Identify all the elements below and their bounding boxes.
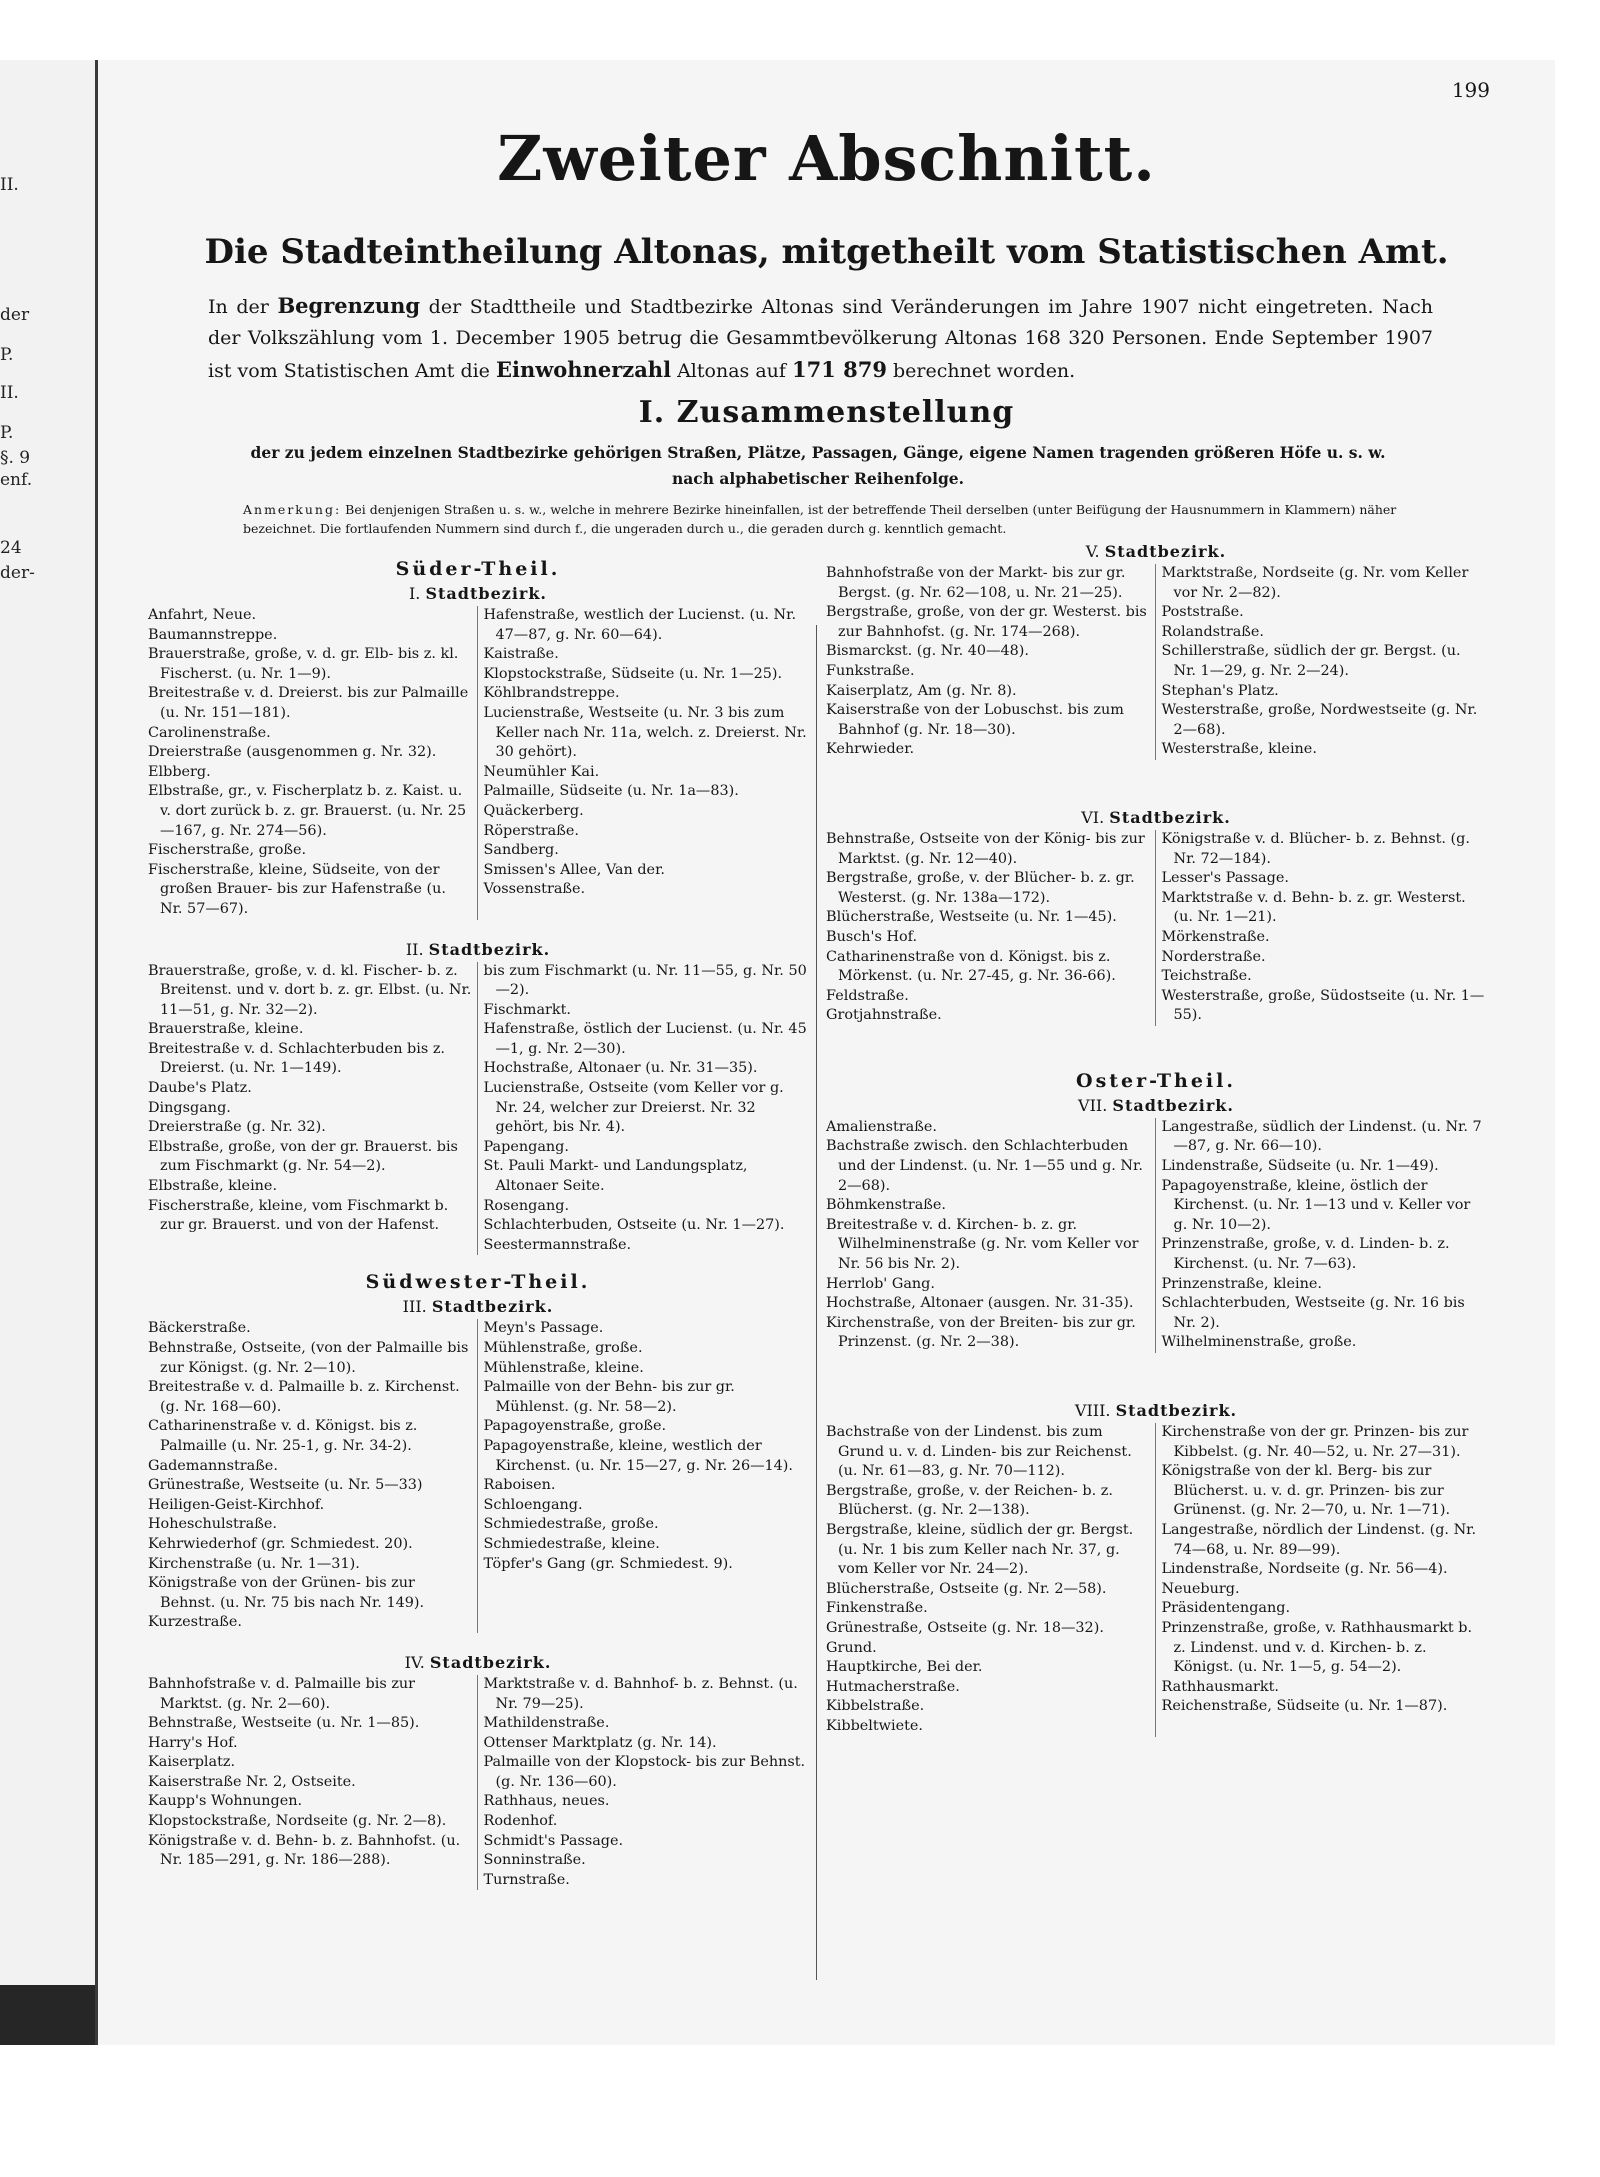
street-entry: Klopstockstraße, Südseite (u. Nr. 1—25). (483, 665, 783, 682)
district-word: Stadtbezirk. (1104, 542, 1227, 561)
district-heading (148, 940, 808, 959)
district-8 (826, 1401, 1486, 1737)
facing-page-margin (0, 60, 95, 2045)
street-entry: Westerstraße, kleine. (1161, 741, 1317, 758)
section-subtitle-line: der zu jedem einzelnen Stadtbezirke gehörigen Straßen, Plätze, Passagen, Gänge, eigene Namen tragenden größeren Höfe u. s. w. (250, 443, 1386, 462)
district-number: III. (402, 1297, 427, 1317)
street-entry: Lucienstraße, Westseite (u. Nr. 3 bis zum Keller nach Nr. 11a, welch. z. Dreierst. Nr. 30 gehört). (483, 704, 807, 761)
margin-fragment: §. 9 (0, 448, 31, 468)
street-entry: Klopstockstraße, Nordseite (g. Nr. 2—8). (148, 1813, 447, 1830)
note-text: Bei denjenigen Straßen u. s. w., welche in mehrere Bezirke hineinfallen, ist der betreffende Theil derselben (unter Beifügung der Hausnummern in Klammern) näher bezeichnet. Die fortlaufenden Nummern sind durch f., die ungeraden durch u., die geraden durch g. kenntlich gemacht. (243, 502, 1397, 536)
street-entry: Fischerstraße, kleine, Südseite, von der großen Brauer- bis zur Hafenstraße (u. Nr. 57—67). (148, 861, 446, 917)
street-entry: Kaupp's Wohnungen. (148, 1793, 303, 1810)
street-entry: Prinzenstraße, große, v. Rathhausmarkt b. z. Lindenst. und v. d. Kirchen- b. z. Königst. (u. Nr. 1—5, g. 54—2). (1161, 1619, 1473, 1676)
street-entry: Kehrwiederhof (gr. Schmiedest. 20). (148, 1535, 413, 1552)
margin-fragment: der- (0, 563, 35, 583)
document-page (95, 60, 1555, 2045)
district-5 (826, 542, 1486, 760)
street-entry: Kibbelstraße. (826, 1698, 925, 1715)
street-entry: Lindenstraße, Südseite (u. Nr. 1—49). (1161, 1158, 1439, 1175)
street-entry: Smissen's Allee, Van der. (483, 861, 665, 878)
street-entry: Schmidt's Passage. (483, 1832, 624, 1849)
street-entry: Grund. (826, 1639, 877, 1656)
entry-column-b (477, 962, 809, 1256)
street-entry: Fischerstraße, kleine, vom Fischmarkt b. zur gr. Brauerst. und von der Hafenst. (148, 1197, 449, 1234)
district-columns (826, 564, 1486, 760)
street-entry: Finkenstraße. (826, 1600, 928, 1617)
street-entry: Kurzestraße. (148, 1614, 243, 1631)
margin-fragment: 24 (0, 538, 22, 558)
street-entry: Rosengang. (483, 1197, 570, 1214)
street-entry: Königstraße v. d. Behn- b. z. Bahnhofst. (u. Nr. 185—291, g. Nr. 186—288). (148, 1832, 461, 1869)
street-entry: Schillerstraße, südlich der gr. Bergst. (u. Nr. 1—29, g. Nr. 2—24). (1161, 643, 1461, 679)
district-columns (826, 1423, 1486, 1737)
street-entry: Wilhelminenstraße, große. (1161, 1334, 1357, 1351)
district-number: VIII. (1074, 1401, 1111, 1420)
street-entry: Breitestraße v. d. Kirchen- b. z. gr. Wilhelminenstraße (g. Nr. vom Keller vor Nr. 56 bis Nr. 2). (826, 1216, 1139, 1273)
street-entry: Böhmkenstraße. (826, 1197, 946, 1214)
street-entry: Kaistraße. (483, 646, 559, 663)
street-entry: Bachstraße zwisch. den Schlachterbuden und der Lindenst. (u. Nr. 1—55 und g. Nr. 2—68). (826, 1138, 1143, 1194)
street-entry: Hochstraße, Altonaer (u. Nr. 31—35). (483, 1060, 758, 1077)
right-column (826, 538, 1486, 1737)
street-entry: Sandberg. (483, 842, 559, 859)
district-number: VII. (1078, 1095, 1108, 1115)
district-columns (826, 830, 1486, 1026)
street-entry: Elbberg. (148, 763, 211, 780)
street-entry: Grünestraße, Westseite (u. Nr. 5—33) (148, 1477, 423, 1494)
street-entry: Hauptkirche, Bei der. (826, 1659, 983, 1676)
street-entry: Brauerstraße, kleine. (148, 1021, 304, 1038)
street-entry: Hafenstraße, östlich der Lucienst. (u. Nr. 45—1, g. Nr. 2—30). (483, 1021, 807, 1057)
district-word: Stadtbezirk. (431, 1297, 554, 1317)
district-columns (148, 1675, 808, 1891)
street-entry: Behnstraße, Ostseite, (von der Palmaille bis zur Königst. (g. Nr. 2—10). (148, 1340, 469, 1376)
street-entry: Schmiedestraße, große. (483, 1516, 659, 1533)
street-entry: Fischmarkt. (483, 1001, 571, 1018)
street-entry: Grünestraße, Ostseite (g. Nr. 18—32). (826, 1619, 1104, 1636)
district-number: VI. (1081, 807, 1105, 827)
street-entry: Poststraße. (1161, 604, 1244, 621)
street-entry: Palmaille von der Klopstock- bis zur Behnst. (g. Nr. 136—60). (483, 1754, 806, 1790)
street-entry: Elbstraße, gr., v. Fischerplatz b. z. Kaist. u. v. dort zurück b. z. gr. Brauerst. (u. Nr. 25—167, g. Nr. 274—56). (148, 783, 467, 839)
street-entry: Blücherstraße, Ostseite (g. Nr. 2—58). (826, 1580, 1107, 1597)
street-entry: Bahnhofstraße von der Markt- bis zur gr. Bergst. (g. Nr. 62—108, u. Nr. 21—25). (826, 565, 1126, 601)
street-entry: Kehrwieder. (826, 741, 915, 758)
street-entry: Teichstraße. (1161, 968, 1252, 985)
street-entry: Prinzenstraße, große, v. d. Linden- b. z. Kirchenst. (u. Nr. 7—63). (1161, 1236, 1450, 1273)
street-entry: Quäckerberg. (483, 802, 584, 819)
entry-column-b (477, 1675, 809, 1891)
district-4 (148, 1653, 808, 1891)
street-entry: Langestraße, nördlich der Lindenst. (g. Nr. 74—68, u. Nr. 89—99). (1161, 1521, 1477, 1558)
entry-column-a (826, 564, 1155, 760)
street-entry: Turnstraße. (483, 1871, 570, 1888)
street-entry: Mühlenstraße, große. (483, 1340, 643, 1356)
street-entry: Breitestraße v. d. Schlachterbuden bis z. Dreierst. (u. Nr. 1—149). (148, 1040, 445, 1077)
street-entry: Prinzenstraße, kleine. (1161, 1275, 1323, 1292)
street-entry: Raboisen. (483, 1477, 556, 1494)
entry-column-a (148, 1675, 477, 1891)
street-entry: Bergstraße, große, v. der Reichen- b. z. Blücherst. (g. Nr. 2—138). (826, 1482, 1113, 1519)
entry-column-a (826, 830, 1155, 1026)
street-entry: Marktstraße v. d. Bahnhof- b. z. Behnst. (u. Nr. 79—25). (483, 1675, 798, 1712)
street-entry: Kaiserstraße Nr. 2, Ostseite. (148, 1773, 356, 1790)
entry-column-b (477, 1319, 809, 1633)
note (243, 500, 1443, 538)
district-heading (826, 1401, 1486, 1420)
street-entry: Präsidentengang. (1161, 1600, 1291, 1617)
district-word: Stadtbezirk. (429, 1652, 552, 1672)
street-entry: Meyn's Passage. (483, 1320, 604, 1337)
street-entry: Funkstraße. (826, 662, 915, 679)
district-columns (148, 962, 808, 1256)
street-entry: Marktstraße, Nordseite (g. Nr. vom Keller vor Nr. 2—82). (1161, 565, 1469, 601)
left-column (148, 558, 808, 1890)
district-columns (148, 1319, 808, 1633)
entry-column-b (1155, 1423, 1487, 1737)
street-entry: Blücherstraße, Westseite (u. Nr. 1—45). (826, 909, 1117, 926)
street-entry: Vossenstraße. (483, 881, 586, 898)
note-label: Anmerkung: (243, 502, 342, 517)
street-entry: Brauerstraße, große, v. d. kl. Fischer- b. z. Breitenst. und v. dort b. z. gr. Elbst. (u. Nr. 11—51, g. Nr. 32—2). (148, 962, 472, 1018)
street-entry: Mörkenstraße. (1161, 928, 1270, 945)
street-entry: Breitestraße v. d. Dreierst. bis zur Palmaille (u. Nr. 151—181). (148, 685, 469, 721)
street-entry: Königstraße von der Grünen- bis zur Behnst. (u. Nr. 75 bis nach Nr. 149). (148, 1575, 425, 1611)
district-word: Stadtbezirk. (428, 939, 551, 959)
district-heading (148, 1297, 808, 1316)
street-entry: Köhlbrandstreppe. (483, 685, 620, 702)
street-entry: Gademannstraße. (148, 1457, 278, 1474)
street-entry: Amalienstraße. (826, 1118, 937, 1135)
margin-fragment: II. (0, 383, 19, 403)
column-divider (816, 625, 817, 1980)
district-heading (826, 542, 1486, 561)
district-number: II. (405, 939, 424, 959)
district-number: IV. (404, 1652, 425, 1672)
street-entry: Kirchenstraße von der gr. Prinzen- bis zur Kibbelst. (g. Nr. 40—52, u. Nr. 27—31). (1161, 1424, 1469, 1460)
entry-column-b (1155, 830, 1487, 1026)
street-entry: Hoheschulstraße. (148, 1516, 277, 1533)
margin-fragment: der (0, 305, 30, 325)
section-title: I. Zusammenstellung (638, 395, 1015, 430)
intro-text: In der (208, 296, 278, 318)
street-entry: Bäckerstraße. (148, 1320, 251, 1337)
entry-column-a (148, 1319, 477, 1633)
street-entry: Westerstraße, große, Südostseite (u. Nr. 1—55). (1161, 987, 1485, 1024)
intro-text: der Stadttheile und Stadtbezirke Altonas sind Veränderungen im Jahre 1907 nicht eingetreten. Nach der Volkszählung vom 1. December 1905 betrug die Gesammtbevölkerung Altonas 168 320 Personen. Ende September 1907 ist vom Statistischen Amt die (208, 296, 1433, 382)
street-entry: Bergstraße, kleine, südlich der gr. Bergst. (u. Nr. 1 bis zum Keller nach Nr. 37, g. vom Keller vor Nr. 24—2). (826, 1521, 1134, 1578)
street-entry: Neueburg. (1161, 1580, 1240, 1597)
street-entry: Bergstraße, große, von der gr. Westerst. bis zur Bahnhofst. (g. Nr. 174—268). (826, 604, 1147, 640)
street-entry: Kaiserplatz. (148, 1754, 236, 1771)
street-entry: Feldstraße. (826, 987, 909, 1004)
street-entry: Marktstraße v. d. Behn- b. z. gr. Westerst. (u. Nr. 1—21). (1161, 889, 1466, 926)
district-3 (148, 1297, 808, 1633)
street-entry: Herrlob' Gang. (826, 1275, 935, 1292)
district-heading (826, 1096, 1486, 1115)
street-entry: Papagoyenstraße, kleine, östlich der Kirchenst. (u. Nr. 1—13 und v. Keller vor g. Nr. 10—2). (1161, 1177, 1471, 1233)
street-entry: Behnstraße, Ostseite von der König- bis zur Marktst. (g. Nr. 12—40). (826, 830, 1145, 867)
street-entry: Hafenstraße, westlich der Lucienst. (u. Nr. 47—87, g. Nr. 60—64). (483, 607, 797, 643)
street-entry: Kirchenstraße (u. Nr. 1—31). (148, 1555, 360, 1572)
street-entry: Papagoyenstraße, kleine, westlich der Kirchenst. (u. Nr. 15—27, g. Nr. 26—14). (483, 1437, 793, 1474)
street-entry: Dreierstraße (g. Nr. 32). (148, 1119, 326, 1136)
street-entry: Breitestraße v. d. Palmaille b. z. Kirchenst. (g. Nr. 168—60). (148, 1379, 460, 1415)
street-entry: Hochstraße, Altonaer (ausgen. Nr. 31-35). (826, 1295, 1134, 1312)
margin-fragment: II. (0, 175, 19, 195)
street-entry: Schloengang. (483, 1496, 583, 1513)
street-entry: Rathhaus, neues. (483, 1793, 610, 1810)
street-entry: Behnstraße, Westseite (u. Nr. 1—85). (148, 1715, 420, 1732)
district-1 (148, 584, 808, 920)
street-entry: Dreierstraße (ausgenommen g. Nr. 32). (148, 744, 437, 761)
street-entry: Dingsgang. (148, 1099, 231, 1116)
street-entry: Fischerstraße, große. (148, 842, 307, 859)
section-subtitle-line: nach alphabetischer Reihenfolge. (671, 469, 965, 488)
margin-fragment: enf. (0, 470, 33, 490)
district-heading (148, 584, 808, 603)
margin-fragment: P. (0, 423, 14, 443)
street-entry: Kaiserplatz, Am (g. Nr. 8). (826, 682, 1017, 699)
entry-column-b (1155, 1118, 1487, 1353)
page-title: Zweiter Abschnitt. (497, 122, 1156, 195)
street-entry: Mathildenstraße. (483, 1715, 610, 1732)
part-title-oster: Oster-Theil. (1076, 1069, 1236, 1092)
intro-text: Altonas auf (671, 360, 792, 382)
entry-column-a (826, 1423, 1155, 1737)
street-entry: Busch's Hof. (826, 928, 918, 945)
street-entry: Sonninstraße. (483, 1852, 586, 1869)
street-entry: Bahnhofstraße v. d. Palmaille bis zur Marktst. (g. Nr. 2—60). (148, 1675, 416, 1712)
street-entry: Harry's Hof. (148, 1734, 238, 1751)
district-2 (148, 940, 808, 1256)
street-entry: Schlachterbuden, Westseite (g. Nr. 16 bis Nr. 2). (1161, 1295, 1465, 1331)
page-subtitle: Die Stadteintheilung Altonas, mitgetheilt vom Statistischen Amt. (204, 232, 1449, 272)
street-entry: Heiligen-Geist-Kirchhof. (148, 1496, 325, 1513)
street-entry: Schmiedestraße, kleine. (483, 1535, 660, 1552)
district-columns (148, 606, 808, 920)
entry-column-b (1155, 564, 1487, 760)
intro-emph: 171 879 (791, 357, 887, 382)
street-entry: Anfahrt, Neue. (148, 607, 257, 623)
page-number: 199 (1451, 78, 1490, 102)
street-entry: Königstraße von der kl. Berg- bis zur Blücherst. u. v. d. gr. Prinzen- bis zur Grünenst. (g. Nr. 2—70, u. Nr. 1—71). (1161, 1463, 1451, 1519)
street-entry: Bergstraße, große, v. der Blücher- b. z. gr. Westerst. (g. Nr. 138a—172). (826, 870, 1135, 906)
street-entry: Stephan's Platz. (1161, 682, 1279, 699)
street-entry: Kibbeltwiete. (826, 1717, 923, 1734)
street-entry: Hutmacherstraße. (826, 1678, 960, 1695)
street-entry: Kirchenstraße, von der Breiten- bis zur gr. Prinzenst. (g. Nr. 2—38). (826, 1314, 1136, 1351)
street-entry: Töpfer's Gang (gr. Schmiedest. 9). (483, 1555, 733, 1572)
margin-fragment: P. (0, 345, 14, 365)
district-word: Stadtbezirk. (1115, 1401, 1238, 1420)
part-title-sueder: Süder-Theil. (395, 558, 561, 580)
street-entry: Papengang. (483, 1138, 569, 1155)
street-entry: Langestraße, südlich der Lindenst. (u. Nr. 7—87, g. Nr. 66—10). (1161, 1118, 1482, 1155)
street-entry: Röperstraße. (483, 822, 579, 839)
district-number: I. (408, 584, 421, 603)
street-entry: Elbstraße, große, von der gr. Brauerst. bis zum Fischmarkt (g. Nr. 54—2). (148, 1138, 458, 1175)
intro-emph: Begrenzung (277, 293, 421, 318)
street-entry: Reichenstraße, Südseite (u. Nr. 1—87). (1161, 1698, 1448, 1715)
intro-text: berechnet worden. (886, 360, 1076, 382)
street-entry: Neumühler Kai. (483, 763, 600, 780)
district-6 (826, 808, 1486, 1026)
street-entry: Kaiserstraße von der Lobuschst. bis zum Bahnhof (g. Nr. 18—30). (826, 702, 1124, 738)
street-entry: Bismarckst. (g. Nr. 40—48). (826, 643, 1029, 660)
street-entry: Catharinenstraße von d. Königst. bis z. Mörkenst. (u. Nr. 27-45, g. Nr. 36-66). (826, 948, 1116, 985)
street-entry: Carolinenstraße. (148, 724, 271, 741)
street-entry: Grotjahnstraße. (826, 1007, 942, 1024)
street-entry: Westerstraße, große, Nordwestseite (g. Nr. 2—68). (1161, 702, 1478, 738)
intro-paragraph (208, 290, 1433, 387)
street-entry: Lesser's Passage. (1161, 870, 1289, 887)
district-heading (148, 1653, 808, 1672)
street-entry: Norderstraße. (1161, 948, 1266, 965)
street-entry: Daube's Platz. (148, 1080, 252, 1097)
district-heading (826, 808, 1486, 827)
street-entry: St. Pauli Markt- und Landungsplatz, Altonaer Seite. (483, 1158, 748, 1195)
entry-column-b (477, 606, 809, 920)
street-entry: Ottenser Marktplatz (g. Nr. 14). (483, 1734, 717, 1751)
street-entry: Palmaille, Südseite (u. Nr. 1a—83). (483, 783, 739, 800)
district-columns (826, 1118, 1486, 1353)
street-entry: Papagoyenstraße, große. (483, 1418, 667, 1435)
district-7 (826, 1096, 1486, 1353)
district-word: Stadtbezirk. (1109, 807, 1231, 827)
district-word: Stadtbezirk. (1112, 1095, 1234, 1115)
district-word: Stadtbezirk. (425, 584, 547, 603)
street-entry: Bachstraße von der Lindenst. bis zum Grund u. v. d. Linden- bis zur Reichenst. (u. Nr. 61—83, g. Nr. 70—112). (826, 1424, 1132, 1480)
street-entry: Brauerstraße, große, v. d. gr. Elb- bis z. kl. Fischerst. (u. Nr. 1—9). (148, 646, 459, 682)
street-entry: Seestermannstraße. (483, 1236, 632, 1253)
street-entry: bis zum Fischmarkt (u. Nr. 11—55, g. Nr. 50—2). (483, 962, 807, 999)
street-entry: Elbstraße, kleine. (148, 1178, 278, 1195)
street-entry: Rolandstraße. (1161, 623, 1264, 640)
entry-column-a (148, 962, 477, 1256)
street-entry: Palmaille von der Behn- bis zur gr. Mühlenst. (g. Nr. 58—2). (483, 1379, 735, 1415)
street-entry: Mühlenstraße, kleine. (483, 1359, 644, 1376)
entry-column-a (826, 1118, 1155, 1353)
section-subtitle (238, 440, 1398, 492)
street-entry: Königstraße v. d. Blücher- b. z. Behnst. (g. Nr. 72—184). (1161, 830, 1470, 867)
street-entry: Schlachterbuden, Ostseite (u. Nr. 1—27). (483, 1217, 785, 1234)
intro-emph: Einwohnerzahl (495, 357, 672, 382)
part-title-suedwester: Südwester-Theil. (365, 1271, 591, 1294)
district-number: V. (1085, 542, 1100, 561)
street-entry: Rathhausmarkt. (1161, 1678, 1279, 1695)
street-entry: Catharinenstraße v. d. Königst. bis z. Palmaille (u. Nr. 25-1, g. Nr. 34-2). (148, 1418, 418, 1454)
street-entry: Lucienstraße, Ostseite (vom Keller vor g. Nr. 24, welcher zur Dreierst. Nr. 32 gehört, bis Nr. 4). (483, 1080, 784, 1136)
street-entry: Baumannstreppe. (148, 626, 278, 643)
street-entry: Lindenstraße, Nordseite (g. Nr. 56—4). (1161, 1561, 1448, 1578)
entry-column-a (148, 606, 477, 920)
street-entry: Rodenhof. (483, 1813, 558, 1830)
